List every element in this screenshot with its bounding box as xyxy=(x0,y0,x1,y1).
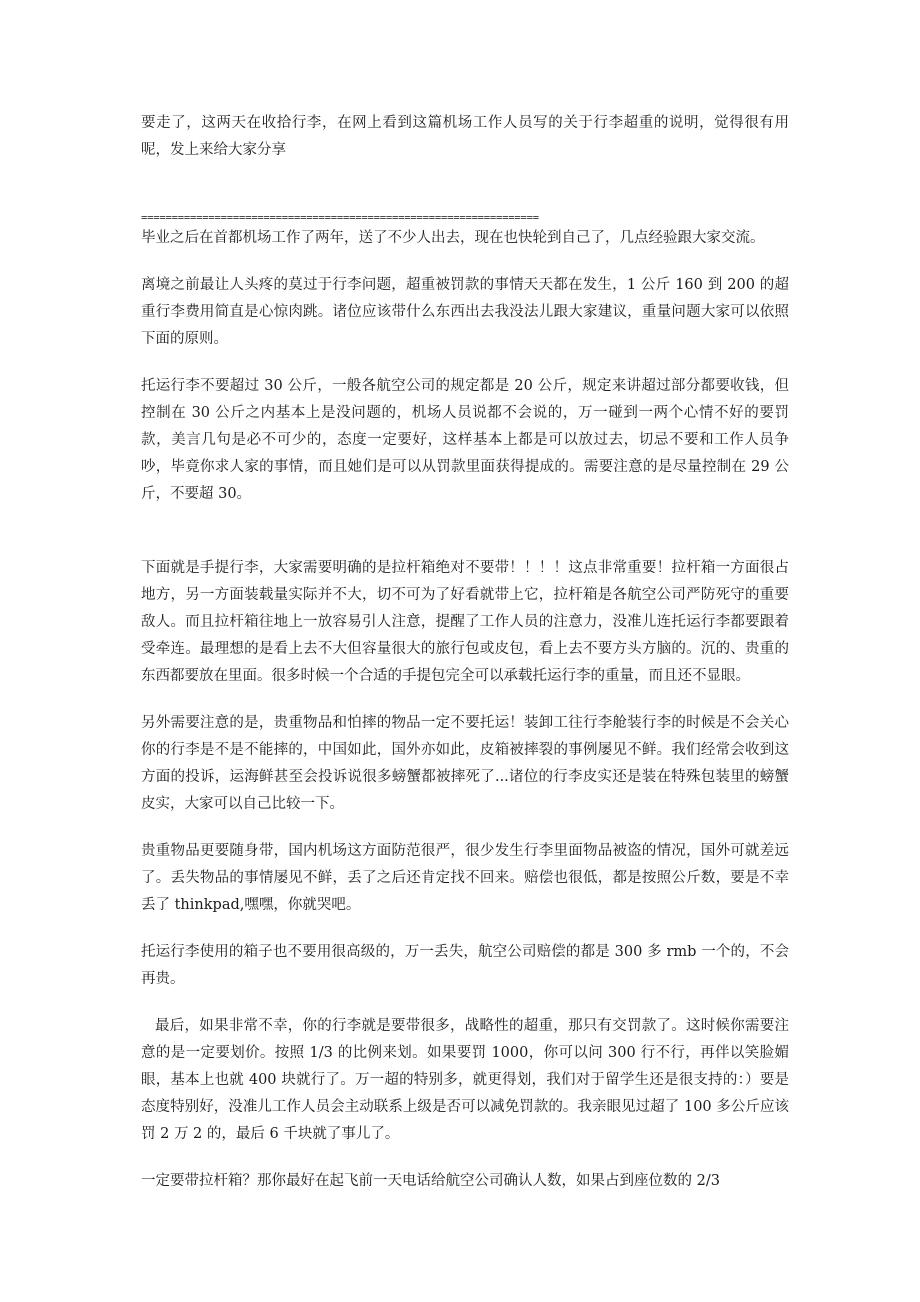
intro-paragraph: 要走了，这两天在收拾行李，在网上看到这篇机场工作人员写的关于行李超重的说明，觉得很有用呢，发上来给大家分享 xyxy=(141,115,789,158)
document-page xyxy=(141,110,789,1195)
paragraph-4: 下面就是手提行李，大家需要明确的是拉杆箱绝对不要带！！！！这点非常重要！拉杆箱一方面很占地方，另一方面装载量实际并不大，切不可为了好看就带上它，拉杆箱是各航空公司严防死守的重要敌人。而且拉杆箱往地上一放容易引人注意，提醒了工作人员的注意力，没准儿连托运行李都要跟着受牵连。最理想的是看上去不大但容量很大的旅行包或皮包，看上去不要方头方脑的。沉的、贵重的东西都要放在里面。很多时候一个合适的手提包完全可以承载托运行李的重量，而且还不显眼。 xyxy=(141,560,789,684)
paragraph-6: 贵重物品更要随身带，国内机场这方面防范很严，很少发生行李里面物品被盗的情况，国外可就差远了。丢失物品的事情屡见不鲜，丢了之后还肯定找不回来。赔偿也很低，都是按照公斤数，要是不幸丢了 thinkpad,嘿嘿，你就哭吧。 xyxy=(141,843,789,913)
paragraph-9: 一定要带拉杆箱？那你最好在起飞前一天电话给航空公司确认人数，如果占到座位数的 2/3 xyxy=(141,1173,720,1189)
separator-line: ================================================================= xyxy=(141,212,539,224)
paragraph-5: 另外需要注意的是，贵重物品和怕摔的物品一定不要托运！装卸工往行李舱装行李的时候是不会关心你的行李是不是不能摔的，中国如此，国外亦如此，皮箱被摔裂的事例屡见不鲜。我们经常会收到这方面的投诉，运海鲜甚至会投诉说很多螃蟹都被摔死了...诸位的行李皮实还是装在特殊包装里的螃蟹皮实，大家可以自己比较一下。 xyxy=(141,715,789,812)
paragraph-2: 离境之前最让人头疼的莫过于行李问题，超重被罚款的事情天天都在发生，1 公斤 160 到 200 的超重行李费用简直是心惊肉跳。诸位应该带什么东西出去我没法儿跟大家建议，重量问题大家可以依照下面的原则。 xyxy=(141,277,789,347)
paragraph-3: 托运行李不要超过 30 公斤，一般各航空公司的规定都是 20 公斤，规定来讲超过部分都要收钱，但控制在 30 公斤之内基本上是没问题的，机场人员说都不会说的，万一碰到一两个心情不好的要罚款，美言几句是必不可少的，态度一定要好，这样基本上都是可以放过去，切忌不要和工作人员争吵，毕竟你求人家的事情，而且她们是可以从罚款里面获得提成的。需要注意的是尽量控制在 29 公斤，不要超 30。 xyxy=(141,378,789,502)
paragraph-1: 毕业之后在首都机场工作了两年，送了不少人出去，现在也快轮到自己了，几点经验跟大家交流。 xyxy=(141,230,765,246)
paragraph-7: 托运行李使用的箱子也不要用很高级的，万一丢失，航空公司赔偿的都是 300 多 rmb 一个的，不会再贵。 xyxy=(141,944,789,987)
paragraph-8: 最后，如果非常不幸，你的行李就是要带很多，战略性的超重，那只有交罚款了。这时候你需要注意的是一定要划价。按照 1/3 的比例来划。如果要罚 1000，你可以问 300 行不行，再伴以笑脸媚眼，基本上也就 400 块就行了。万一超的特别多，就更得划，我们对于留学生还是很支持的：）要是态度特别好，没准儿工作人员会主动联系上级是否可以减免罚款的。我亲眼见过超了 100 多公斤应该罚 2 万 2 的，最后 6 千块就了事儿了。 xyxy=(141,1018,789,1142)
